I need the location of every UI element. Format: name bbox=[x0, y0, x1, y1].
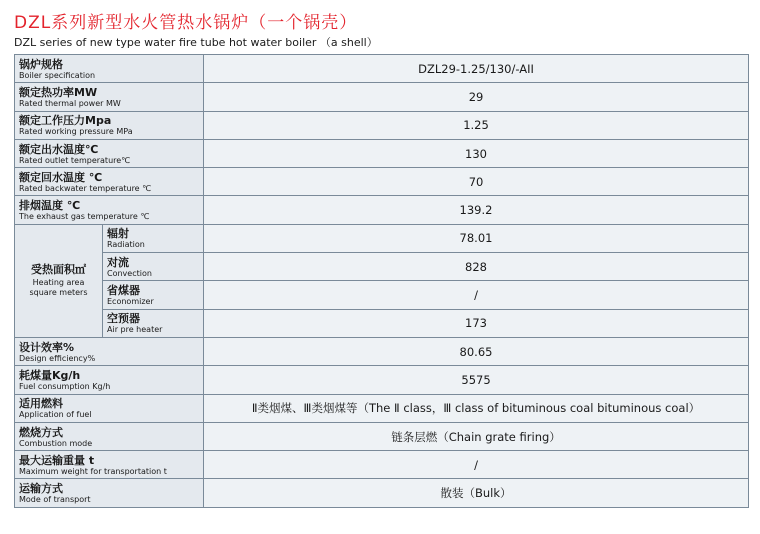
row-label bbox=[15, 196, 204, 224]
row-value: 70 bbox=[204, 168, 749, 196]
table-row bbox=[15, 422, 749, 450]
label-cn: 对流 bbox=[107, 255, 129, 269]
label-cn: 最大运输重量 t bbox=[19, 453, 95, 467]
sub-label bbox=[103, 309, 204, 337]
label-cn: 耗煤量Kg/h bbox=[19, 368, 81, 382]
table-row bbox=[15, 139, 749, 167]
label-en: Economizer bbox=[107, 297, 154, 307]
row-value: / bbox=[204, 281, 749, 309]
row-label bbox=[15, 168, 204, 196]
label-en: Maximum weight for transportation t bbox=[19, 466, 167, 476]
label-en: Fuel consumption Kg/h bbox=[19, 381, 111, 391]
label-cn: 受热面积㎡ bbox=[31, 263, 86, 277]
label-cn: 辐射 bbox=[107, 227, 129, 241]
table-row bbox=[15, 451, 749, 479]
row-label bbox=[15, 451, 204, 479]
label-cn: 省煤器 bbox=[107, 284, 140, 298]
label-en: The exhaust gas temperature ℃ bbox=[19, 212, 150, 222]
table-row bbox=[15, 366, 749, 394]
row-label bbox=[15, 366, 204, 394]
table-row bbox=[15, 55, 749, 83]
label-cn: 额定工作压力Mpa bbox=[19, 114, 112, 128]
row-value: 173 bbox=[204, 309, 749, 337]
label-en: Rated working pressure MPa bbox=[19, 127, 133, 137]
row-label bbox=[15, 55, 204, 83]
label-cn: 适用燃料 bbox=[19, 397, 63, 411]
table-row bbox=[15, 479, 749, 507]
sub-label bbox=[103, 224, 204, 252]
table-row bbox=[15, 253, 749, 281]
label-cn: 设计效率% bbox=[19, 340, 75, 354]
table-row bbox=[15, 394, 749, 422]
label-cn: 燃烧方式 bbox=[19, 425, 63, 439]
table-row bbox=[15, 111, 749, 139]
label-en: Rated thermal power MW bbox=[19, 98, 121, 108]
row-label bbox=[15, 139, 204, 167]
label-en: Rated outlet temperature℃ bbox=[19, 155, 131, 165]
row-label bbox=[15, 111, 204, 139]
row-value: Ⅱ类烟煤、Ⅲ类烟煤等（The Ⅱ class，Ⅲ class of bituminous coal bituminous coal） bbox=[204, 394, 749, 422]
table-row bbox=[15, 224, 749, 252]
row-value: 80.65 bbox=[204, 337, 749, 365]
row-value: 139.2 bbox=[204, 196, 749, 224]
label-en: Rated backwater temperature ℃ bbox=[19, 183, 152, 193]
label-cn: 额定回水温度 ℃ bbox=[19, 170, 103, 184]
row-value: 78.01 bbox=[204, 224, 749, 252]
table-row bbox=[15, 196, 749, 224]
sub-label bbox=[103, 253, 204, 281]
label-cn: 运输方式 bbox=[19, 482, 63, 496]
label-en: Boiler specification bbox=[19, 70, 96, 80]
heating-area-label bbox=[15, 224, 103, 337]
row-label bbox=[15, 337, 204, 365]
row-value: 5575 bbox=[204, 366, 749, 394]
table-row bbox=[15, 83, 749, 111]
row-value: 1.25 bbox=[204, 111, 749, 139]
row-value: 130 bbox=[204, 139, 749, 167]
label-en: Mode of transport bbox=[19, 495, 91, 505]
label-en: Application of fuel bbox=[19, 410, 92, 420]
label-cn: 额定出水温度℃ bbox=[19, 142, 99, 156]
row-value: 链条层燃（Chain grate firing） bbox=[204, 422, 749, 450]
label-en: Convection bbox=[107, 268, 152, 278]
table-row bbox=[15, 281, 749, 309]
table-row bbox=[15, 168, 749, 196]
row-value: 散装（Bulk） bbox=[204, 479, 749, 507]
label-cn: 空预器 bbox=[107, 312, 140, 326]
label-en: Air pre heater bbox=[107, 325, 163, 335]
label-en: Combustion mode bbox=[19, 438, 93, 448]
row-label bbox=[15, 479, 204, 507]
page-title: DZL系列新型水火管热水锅炉（一个锅壳） bbox=[14, 13, 358, 33]
row-value: / bbox=[204, 451, 749, 479]
row-value: 29 bbox=[204, 83, 749, 111]
spec-table bbox=[14, 54, 749, 508]
sub-label bbox=[103, 281, 204, 309]
page-subtitle: DZL series of new type water fire tube hot water boiler （a shell） bbox=[14, 36, 378, 49]
label-cn: 锅炉规格 bbox=[19, 57, 63, 71]
table-row bbox=[15, 309, 749, 337]
label-en: square meters bbox=[29, 288, 88, 298]
label-en: Radiation bbox=[107, 240, 145, 250]
row-label bbox=[15, 83, 204, 111]
table-row bbox=[15, 337, 749, 365]
label-cn: 排烟温度 ℃ bbox=[19, 199, 81, 213]
label-en: Design efficiency% bbox=[19, 353, 96, 363]
row-label bbox=[15, 422, 204, 450]
label-en: Heating area bbox=[32, 278, 85, 288]
row-value: DZL29-1.25/130/-AII bbox=[204, 55, 749, 83]
label-cn: 额定热功率MW bbox=[19, 85, 98, 99]
row-label bbox=[15, 394, 204, 422]
row-value: 828 bbox=[204, 253, 749, 281]
